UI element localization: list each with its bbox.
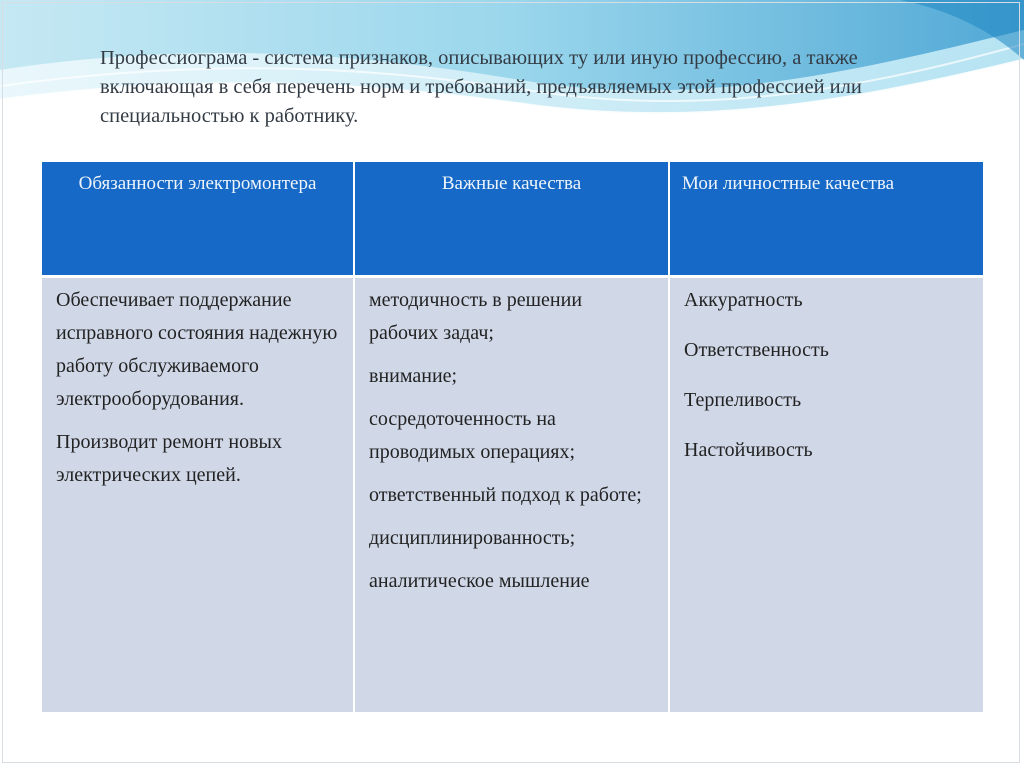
header-duties: Обязанности электромонтера [42,162,354,276]
personal-quality-item: Настойчивость [684,438,813,461]
intro-paragraph: Профессиограма - система признаков, описывающих ту или иную профессию, а также включающая в себя перечень норм и требований, предъявляемых этой профессией или специальностью к работнику. [100,47,862,127]
personal-quality-item: Терпеливость [684,388,802,411]
important-qualities-cell [354,276,669,712]
quality-item: аналитическое мышление [369,569,590,592]
personal-quality-item: Ответственность [684,338,829,361]
header-important-qualities: Важные качества [354,162,669,276]
header-personal-qualities: Мои личностные качества [669,162,983,276]
duties-cell [42,276,354,712]
personal-quality-item: Аккуратность [684,288,803,311]
duty-item: Производит ремонт новых электрических цепей. [56,430,282,486]
quality-item: ответственный подход к работе; [369,483,642,506]
quality-item: дисциплинированность; [369,526,576,549]
quality-item: внимание; [369,364,458,387]
duty-item: Обеспечивает поддержание исправного состояния надежную работу обслуживаемого электрооборудования. [56,288,338,410]
table-header-row [42,162,983,276]
table-body-row [42,276,983,712]
personal-qualities-cell [669,276,983,712]
quality-item: методичность в решении рабочих задач; [369,288,583,344]
quality-item: сосредоточенность на проводимых операциях; [369,407,576,463]
profession-table [42,162,983,712]
